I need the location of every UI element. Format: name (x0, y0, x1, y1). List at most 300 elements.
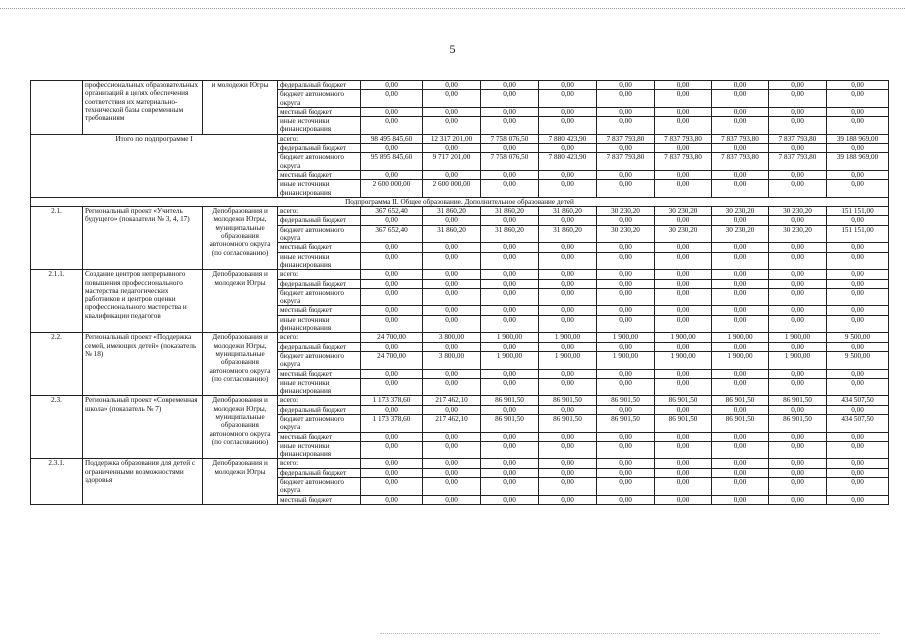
value-cell: 0,00 (539, 117, 597, 135)
value-cell: 0,00 (361, 144, 423, 153)
funding-source-cell: бюджет автономного округа (278, 153, 361, 171)
measure-name-cell: Поддержка образования для детей с ограниченными возможностями здоровья (83, 459, 203, 504)
value-cell: 7 837 793,80 (597, 134, 655, 143)
value-cell: 0,00 (712, 369, 769, 378)
value-cell: 0,00 (712, 478, 769, 496)
table-row (31, 81, 889, 90)
value-cell: 0,00 (423, 432, 481, 441)
value-cell: 0,00 (827, 315, 889, 333)
value-cell: 7 837 793,80 (712, 134, 769, 143)
value-cell: 0,00 (423, 405, 481, 414)
value-cell: 0,00 (769, 270, 827, 279)
value-cell: 0,00 (597, 270, 655, 279)
value-cell: 0,00 (597, 216, 655, 225)
value-cell: 0,00 (481, 216, 539, 225)
row-number-cell: 2.1. (31, 207, 83, 270)
value-cell: 0,00 (597, 180, 655, 198)
funding-source-cell: бюджет автономного округа (278, 414, 361, 432)
value-cell: 1 900,00 (712, 351, 769, 369)
value-cell: 0,00 (539, 342, 597, 351)
value-cell: 1 900,00 (655, 351, 712, 369)
funding-source-cell: федеральный бюджет (278, 81, 361, 90)
value-cell: 0,00 (423, 243, 481, 252)
value-cell: 0,00 (597, 306, 655, 315)
funding-source-cell: всего: (278, 134, 361, 143)
value-cell: 86 901,50 (655, 396, 712, 405)
value-cell: 86 901,50 (539, 396, 597, 405)
value-cell: 0,00 (827, 369, 889, 378)
value-cell: 0,00 (361, 306, 423, 315)
value-cell: 0,00 (423, 315, 481, 333)
value-cell: 0,00 (481, 315, 539, 333)
value-cell: 3 800,00 (423, 351, 481, 369)
value-cell: 24 700,00 (361, 351, 423, 369)
value-cell: 0,00 (423, 270, 481, 279)
funding-source-cell: бюджет автономного округа (278, 225, 361, 243)
value-cell: 7 758 076,50 (481, 153, 539, 171)
value-cell: 0,00 (769, 478, 827, 496)
value-cell: 0,00 (423, 216, 481, 225)
value-cell: 39 188 969,00 (827, 153, 889, 171)
value-cell: 0,00 (539, 378, 597, 396)
value-cell: 0,00 (769, 81, 827, 90)
value-cell: 0,00 (655, 180, 712, 198)
value-cell: 0,00 (481, 495, 539, 504)
funding-source-cell: бюджет автономного округа (278, 288, 361, 306)
value-cell: 0,00 (655, 270, 712, 279)
value-cell: 0,00 (539, 315, 597, 333)
value-cell: 0,00 (481, 441, 539, 459)
value-cell: 0,00 (712, 405, 769, 414)
value-cell: 434 507,50 (827, 414, 889, 432)
value-cell: 0,00 (712, 468, 769, 477)
value-cell: 0,00 (597, 243, 655, 252)
executor-cell: Депобразования и молодежи Югры (203, 270, 278, 333)
value-cell: 1 173 378,60 (361, 414, 423, 432)
value-cell: 0,00 (539, 107, 597, 116)
value-cell: 0,00 (539, 468, 597, 477)
value-cell: 30 230,20 (712, 207, 769, 216)
value-cell: 0,00 (361, 441, 423, 459)
value-cell: 0,00 (769, 117, 827, 135)
value-cell: 0,00 (769, 459, 827, 468)
funding-source-cell: федеральный бюджет (278, 405, 361, 414)
value-cell: 434 507,50 (827, 396, 889, 405)
value-cell: 0,00 (827, 459, 889, 468)
value-cell: 0,00 (539, 441, 597, 459)
value-cell: 0,00 (597, 107, 655, 116)
value-cell: 31 860,20 (481, 225, 539, 243)
value-cell: 30 230,20 (597, 207, 655, 216)
value-cell: 0,00 (655, 107, 712, 116)
value-cell: 0,00 (539, 144, 597, 153)
value-cell: 0,00 (361, 495, 423, 504)
value-cell: 0,00 (827, 270, 889, 279)
value-cell: 0,00 (539, 252, 597, 270)
funding-source-cell: местный бюджет (278, 170, 361, 179)
value-cell: 0,00 (769, 144, 827, 153)
value-cell: 0,00 (712, 306, 769, 315)
value-cell: 0,00 (597, 144, 655, 153)
value-cell: 0,00 (539, 279, 597, 288)
value-cell: 0,00 (655, 478, 712, 496)
row-number-cell: 2.3. (31, 396, 83, 459)
executor-cell: Депобразования и молодежи Югры, муниципальные образования автономного округа (по согласованию) (203, 207, 278, 270)
value-cell: 0,00 (539, 405, 597, 414)
funding-source-cell: всего: (278, 333, 361, 342)
value-cell: 7 837 793,80 (712, 153, 769, 171)
section-title: Подпрограмма II. Общее образование. Дополнительное образование детей (31, 197, 889, 206)
value-cell: 0,00 (827, 478, 889, 496)
value-cell: 95 895 845,60 (361, 153, 423, 171)
value-cell: 0,00 (361, 369, 423, 378)
value-cell: 0,00 (712, 441, 769, 459)
value-cell: 0,00 (769, 378, 827, 396)
value-cell: 0,00 (361, 378, 423, 396)
value-cell: 0,00 (597, 441, 655, 459)
funding-source-cell: всего: (278, 207, 361, 216)
value-cell: 0,00 (712, 342, 769, 351)
value-cell: 3 800,00 (423, 333, 481, 342)
funding-source-cell: местный бюджет (278, 306, 361, 315)
value-cell: 30 230,20 (769, 225, 827, 243)
value-cell: 0,00 (712, 378, 769, 396)
funding-source-cell: бюджет автономного округа (278, 351, 361, 369)
value-cell: 0,00 (539, 495, 597, 504)
value-cell: 0,00 (597, 369, 655, 378)
value-cell: 7 837 793,80 (655, 153, 712, 171)
value-cell: 0,00 (423, 81, 481, 90)
value-cell: 0,00 (769, 107, 827, 116)
funding-source-cell: всего: (278, 396, 361, 405)
value-cell: 0,00 (597, 315, 655, 333)
value-cell: 0,00 (712, 170, 769, 179)
value-cell: 0,00 (827, 306, 889, 315)
value-cell: 0,00 (827, 170, 889, 179)
funding-source-cell: федеральный бюджет (278, 216, 361, 225)
value-cell: 0,00 (827, 252, 889, 270)
value-cell: 0,00 (712, 144, 769, 153)
value-cell: 0,00 (423, 288, 481, 306)
value-cell: 0,00 (655, 342, 712, 351)
value-cell: 0,00 (539, 243, 597, 252)
value-cell: 0,00 (423, 441, 481, 459)
table-row (31, 134, 889, 143)
total-title-cell: Итого по подпрограмме I (31, 134, 278, 197)
value-cell: 0,00 (423, 144, 481, 153)
value-cell: 1 900,00 (481, 351, 539, 369)
value-cell: 86 901,50 (481, 414, 539, 432)
value-cell: 0,00 (423, 170, 481, 179)
value-cell: 0,00 (423, 342, 481, 351)
value-cell: 0,00 (361, 216, 423, 225)
section-row (31, 197, 889, 206)
measure-name-cell: профессиональных образовательных организаций в целях обеспечения соответствия их материально-технической базы современным требованиям (83, 81, 203, 135)
value-cell: 0,00 (769, 252, 827, 270)
value-cell: 0,00 (361, 405, 423, 414)
value-cell: 0,00 (423, 117, 481, 135)
funding-source-cell: иные источники финансирования (278, 252, 361, 270)
value-cell: 7 880 423,90 (539, 153, 597, 171)
value-cell: 0,00 (361, 90, 423, 108)
value-cell: 31 860,20 (481, 207, 539, 216)
value-cell: 1 173 378,60 (361, 396, 423, 405)
value-cell: 0,00 (827, 378, 889, 396)
value-cell: 0,00 (655, 243, 712, 252)
value-cell: 0,00 (423, 252, 481, 270)
value-cell: 0,00 (655, 405, 712, 414)
executor-cell: и молодежи Югры (203, 81, 278, 135)
value-cell: 86 901,50 (597, 396, 655, 405)
value-cell: 86 901,50 (655, 414, 712, 432)
value-cell: 0,00 (827, 279, 889, 288)
value-cell: 0,00 (655, 81, 712, 90)
value-cell: 0,00 (597, 117, 655, 135)
value-cell: 0,00 (423, 279, 481, 288)
value-cell: 0,00 (481, 369, 539, 378)
value-cell: 0,00 (712, 180, 769, 198)
value-cell: 0,00 (769, 495, 827, 504)
value-cell: 0,00 (597, 478, 655, 496)
executor-cell: Депобразования и молодежи Югры, муниципальные образования автономного округа (по согласованию) (203, 396, 278, 459)
funding-source-cell: федеральный бюджет (278, 342, 361, 351)
value-cell: 0,00 (481, 378, 539, 396)
value-cell: 0,00 (655, 468, 712, 477)
value-cell: 0,00 (597, 459, 655, 468)
value-cell: 0,00 (361, 252, 423, 270)
value-cell: 0,00 (769, 306, 827, 315)
table-row (31, 333, 889, 342)
value-cell: 0,00 (655, 441, 712, 459)
value-cell: 0,00 (712, 315, 769, 333)
value-cell: 217 462,10 (423, 414, 481, 432)
value-cell: 30 230,20 (712, 225, 769, 243)
value-cell: 0,00 (655, 378, 712, 396)
value-cell: 1 900,00 (597, 351, 655, 369)
value-cell: 30 230,20 (655, 207, 712, 216)
value-cell: 0,00 (712, 107, 769, 116)
value-cell: 0,00 (597, 378, 655, 396)
value-cell: 0,00 (481, 117, 539, 135)
value-cell: 1 900,00 (597, 333, 655, 342)
measure-name-cell: Региональный проект «Современная школа» (показатель № 7) (83, 396, 203, 459)
value-cell: 0,00 (597, 279, 655, 288)
value-cell: 0,00 (539, 432, 597, 441)
value-cell: 0,00 (481, 288, 539, 306)
value-cell: 0,00 (423, 495, 481, 504)
value-cell: 0,00 (712, 279, 769, 288)
value-cell: 0,00 (712, 432, 769, 441)
value-cell: 0,00 (769, 288, 827, 306)
value-cell: 0,00 (655, 216, 712, 225)
value-cell: 7 837 793,80 (655, 134, 712, 143)
value-cell: 0,00 (361, 315, 423, 333)
value-cell: 0,00 (655, 117, 712, 135)
value-cell: 0,00 (481, 459, 539, 468)
value-cell: 1 900,00 (712, 333, 769, 342)
value-cell: 0,00 (481, 81, 539, 90)
value-cell: 86 901,50 (712, 396, 769, 405)
funding-source-cell: местный бюджет (278, 369, 361, 378)
measure-name-cell: Создание центров непрерывного повышения профессионального мастерства педагогических работников и центров оценки профессионального мастерства и квалификации педагогов (83, 270, 203, 333)
value-cell: 0,00 (361, 468, 423, 477)
value-cell: 2 600 000,00 (361, 180, 423, 198)
value-cell: 31 860,20 (539, 207, 597, 216)
measure-name-cell: Региональный проект «Поддержка семей, имеющих детей» (показатель № 18) (83, 333, 203, 396)
value-cell: 0,00 (655, 279, 712, 288)
value-cell: 0,00 (597, 288, 655, 306)
value-cell: 0,00 (827, 180, 889, 198)
value-cell: 0,00 (827, 495, 889, 504)
row-number-cell: 2.2. (31, 333, 83, 396)
value-cell: 0,00 (827, 405, 889, 414)
value-cell: 0,00 (827, 243, 889, 252)
value-cell: 7 758 076,50 (481, 134, 539, 143)
executor-cell: Депобразования и молодежи Югры, муниципальные образования автономного округа (по согласованию) (203, 333, 278, 396)
value-cell: 0,00 (769, 441, 827, 459)
funding-source-cell: местный бюджет (278, 495, 361, 504)
table-row (31, 396, 889, 405)
row-number-cell (31, 81, 83, 135)
funding-source-cell: бюджет автономного округа (278, 478, 361, 496)
funding-source-cell: иные источники финансирования (278, 117, 361, 135)
value-cell: 0,00 (423, 306, 481, 315)
funding-source-cell: местный бюджет (278, 243, 361, 252)
value-cell: 31 860,20 (539, 225, 597, 243)
value-cell: 86 901,50 (769, 414, 827, 432)
value-cell: 0,00 (539, 216, 597, 225)
value-cell: 9 500,00 (827, 333, 889, 342)
value-cell: 0,00 (361, 478, 423, 496)
value-cell: 0,00 (769, 315, 827, 333)
value-cell: 7 880 423,90 (539, 134, 597, 143)
funding-source-cell: федеральный бюджет (278, 279, 361, 288)
value-cell: 0,00 (655, 170, 712, 179)
value-cell: 0,00 (597, 81, 655, 90)
value-cell: 39 188 969,00 (827, 134, 889, 143)
value-cell: 0,00 (481, 243, 539, 252)
value-cell: 0,00 (712, 288, 769, 306)
value-cell: 7 837 793,80 (769, 134, 827, 143)
value-cell: 9 717 201,00 (423, 153, 481, 171)
executor-cell: Депобразования и молодежи Югры (203, 459, 278, 504)
value-cell: 151 151,00 (827, 225, 889, 243)
value-cell: 0,00 (655, 369, 712, 378)
value-cell: 0,00 (712, 243, 769, 252)
value-cell: 0,00 (712, 270, 769, 279)
value-cell: 0,00 (481, 432, 539, 441)
value-cell: 0,00 (481, 180, 539, 198)
value-cell: 0,00 (827, 468, 889, 477)
funding-source-cell: всего: (278, 459, 361, 468)
value-cell: 151 151,00 (827, 207, 889, 216)
scan-artifact-line-bottom (380, 633, 880, 634)
row-number-cell: 2.3.1. (31, 459, 83, 504)
value-cell: 0,00 (769, 342, 827, 351)
value-cell: 0,00 (769, 405, 827, 414)
value-cell: 0,00 (361, 279, 423, 288)
value-cell: 1 900,00 (481, 333, 539, 342)
measure-name-cell: Региональный проект «Учитель будущего» (показатели № 3, 4, 17) (83, 207, 203, 270)
funding-source-cell: местный бюджет (278, 432, 361, 441)
value-cell: 217 462,10 (423, 396, 481, 405)
value-cell: 0,00 (481, 279, 539, 288)
value-cell: 0,00 (712, 81, 769, 90)
value-cell: 12 317 201,00 (423, 134, 481, 143)
value-cell: 0,00 (481, 405, 539, 414)
funding-source-cell: федеральный бюджет (278, 144, 361, 153)
value-cell: 0,00 (827, 216, 889, 225)
value-cell: 0,00 (827, 441, 889, 459)
value-cell: 1 900,00 (539, 333, 597, 342)
value-cell: 0,00 (827, 342, 889, 351)
funding-source-cell: иные источники финансирования (278, 315, 361, 333)
value-cell: 0,00 (539, 459, 597, 468)
value-cell: 0,00 (423, 468, 481, 477)
value-cell: 0,00 (827, 81, 889, 90)
value-cell: 0,00 (712, 495, 769, 504)
value-cell: 2 600 000,00 (423, 180, 481, 198)
value-cell: 0,00 (769, 432, 827, 441)
value-cell: 0,00 (712, 90, 769, 108)
value-cell: 86 901,50 (597, 414, 655, 432)
value-cell: 0,00 (361, 288, 423, 306)
value-cell: 0,00 (597, 90, 655, 108)
value-cell: 0,00 (769, 279, 827, 288)
value-cell: 0,00 (361, 107, 423, 116)
value-cell: 9 500,00 (827, 351, 889, 369)
funding-source-cell: бюджет автономного округа (278, 90, 361, 108)
value-cell: 7 837 793,80 (597, 153, 655, 171)
value-cell: 0,00 (655, 90, 712, 108)
value-cell: 0,00 (539, 288, 597, 306)
value-cell: 0,00 (769, 180, 827, 198)
value-cell: 0,00 (423, 90, 481, 108)
value-cell: 0,00 (539, 478, 597, 496)
value-cell: 0,00 (361, 432, 423, 441)
value-cell: 0,00 (481, 144, 539, 153)
value-cell: 0,00 (539, 270, 597, 279)
value-cell: 0,00 (423, 478, 481, 496)
value-cell: 98 495 845,60 (361, 134, 423, 143)
value-cell: 0,00 (597, 170, 655, 179)
value-cell: 1 900,00 (769, 351, 827, 369)
value-cell: 0,00 (361, 459, 423, 468)
table-row (31, 459, 889, 468)
value-cell: 0,00 (539, 369, 597, 378)
value-cell: 0,00 (423, 369, 481, 378)
value-cell: 0,00 (539, 180, 597, 198)
value-cell: 86 901,50 (481, 396, 539, 405)
value-cell: 0,00 (712, 216, 769, 225)
value-cell: 0,00 (539, 170, 597, 179)
value-cell: 1 900,00 (539, 351, 597, 369)
value-cell: 0,00 (361, 117, 423, 135)
value-cell: 0,00 (769, 468, 827, 477)
value-cell: 0,00 (481, 342, 539, 351)
value-cell: 0,00 (361, 270, 423, 279)
budget-table (30, 80, 889, 505)
value-cell: 0,00 (539, 306, 597, 315)
value-cell: 367 652,40 (361, 207, 423, 216)
value-cell: 0,00 (597, 432, 655, 441)
value-cell: 30 230,20 (769, 207, 827, 216)
funding-source-cell: местный бюджет (278, 107, 361, 116)
value-cell: 0,00 (539, 81, 597, 90)
value-cell: 0,00 (769, 369, 827, 378)
value-cell: 0,00 (769, 216, 827, 225)
value-cell: 0,00 (712, 459, 769, 468)
